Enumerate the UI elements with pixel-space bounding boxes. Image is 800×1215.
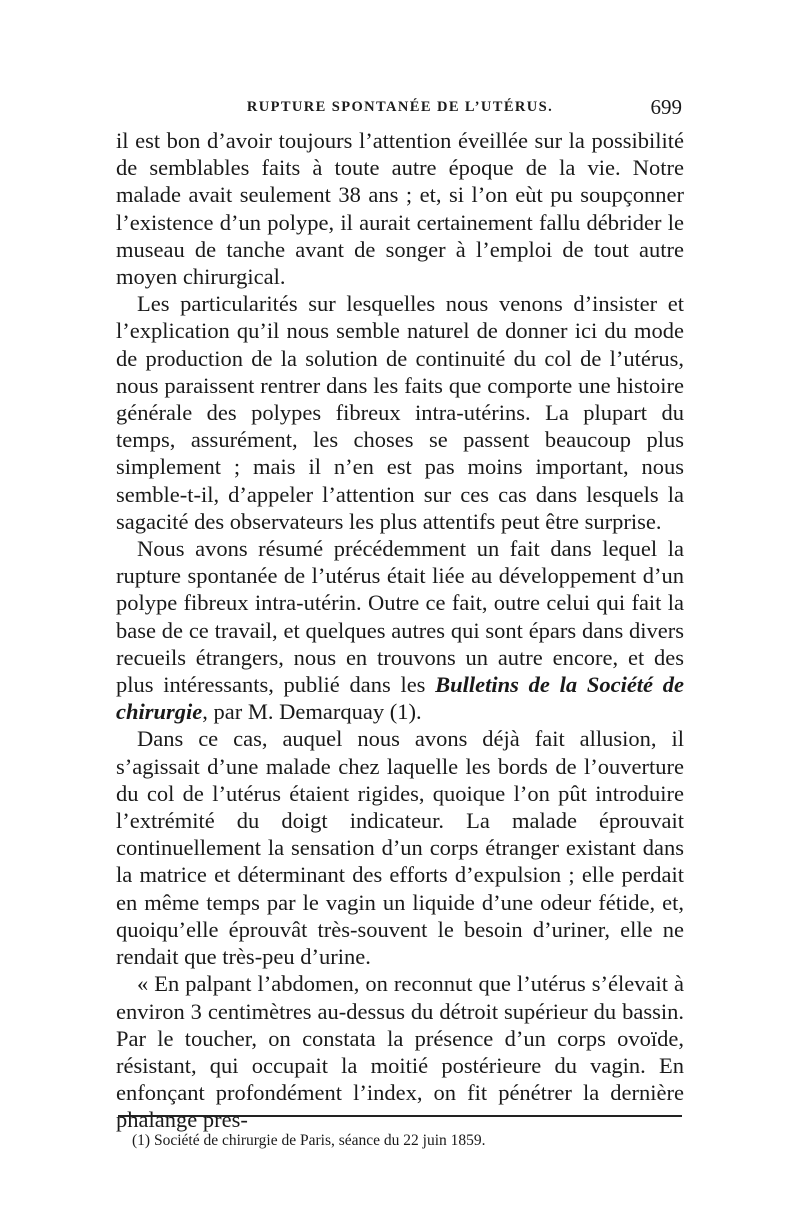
- running-title: RUPTURE SPONTANÉE DE L’UTÉRUS.: [246, 99, 554, 115]
- paragraph-5: « En palpant l’abdomen, on reconnut que l’utérus s’élevait à environ 3 centimètres au-dessus du détroit supérieur du bassin. Par le toucher, on constata la présence d’un corps ovoïde, résistant, qui occupait la moitié postérieure du vagin. En enfonçant profondément l’index, on fit pénétrer la dernière phalange pres-: [116, 971, 684, 1133]
- journal-title: Bulletins de la Société de chirurgie: [116, 672, 684, 725]
- paragraph-2: Les particularités sur lesquelles nous venons d’insister et l’explication qu’il nous semble naturel de donner ici du mode de production de la solution de continuité du col de l’utérus, nous paraissent rentrer dans les faits que comporte une histoire générale des polypes fibreux intra-utérins. La plupart du temps, assurément, les choses se passent beaucoup plus simplement ; mais il n’en est pas moins important, nous semble-t-il, d’appeler l’attention sur ces cas dans lesquels la sagacité des observateurs les plus attentifs peut être surprise.: [116, 291, 684, 534]
- body-text: [116, 127, 684, 1134]
- footnote: (1) Société de chirurgie de Paris, séance du 22 juin 1859.: [132, 1132, 486, 1149]
- page-number: 699: [650, 95, 682, 119]
- footnote-divider: [118, 1115, 682, 1117]
- paragraph-3-text-b: , par M. Demarquay (1).: [202, 699, 422, 725]
- paragraph-1: il est bon d’avoir toujours l’attention éveillée sur la possibilité de semblables faits à toute autre époque de la vie. Notre malade avait seulement 38 ans ; et, si l’on eùt pu soupçonner l’existence d’un polype, il aurait certainement fallu débrider le museau de tanche avant de songer à l’emploi de tout autre moyen chirurgical.: [116, 128, 684, 290]
- paragraph-3-text-a: Nous avons résumé précédemment un fait dans lequel la rupture spontanée de l’utérus était liée au développement d’un polype fibreux intra-utérin. Outre ce fait, outre celui qui fait la base de ce travail, et quelques autres qui sont épars dans divers recueils étrangers, nous en trouvons un autre encore, et des plus intéressants, publié dans les: [116, 536, 684, 698]
- running-head: [116, 95, 684, 125]
- paragraph-3: [116, 535, 684, 725]
- paragraph-4: Dans ce cas, auquel nous avons déjà fait allusion, il s’agissait d’une malade chez laquelle les bords de l’ouverture du col de l’utérus étaient rigides, quoique l’on pût introduire l’extrémité du doigt indicateur. La malade éprouvait continuellement la sensation d’un corps étranger existant dans la matrice et déterminant des efforts d’expulsion ; elle perdait en même temps par le vagin un liquide d’une odeur fétide, et, quoiqu’elle éprouvât très-souvent le besoin d’uriner, elle ne rendait que très-peu d’urine.: [116, 726, 684, 970]
